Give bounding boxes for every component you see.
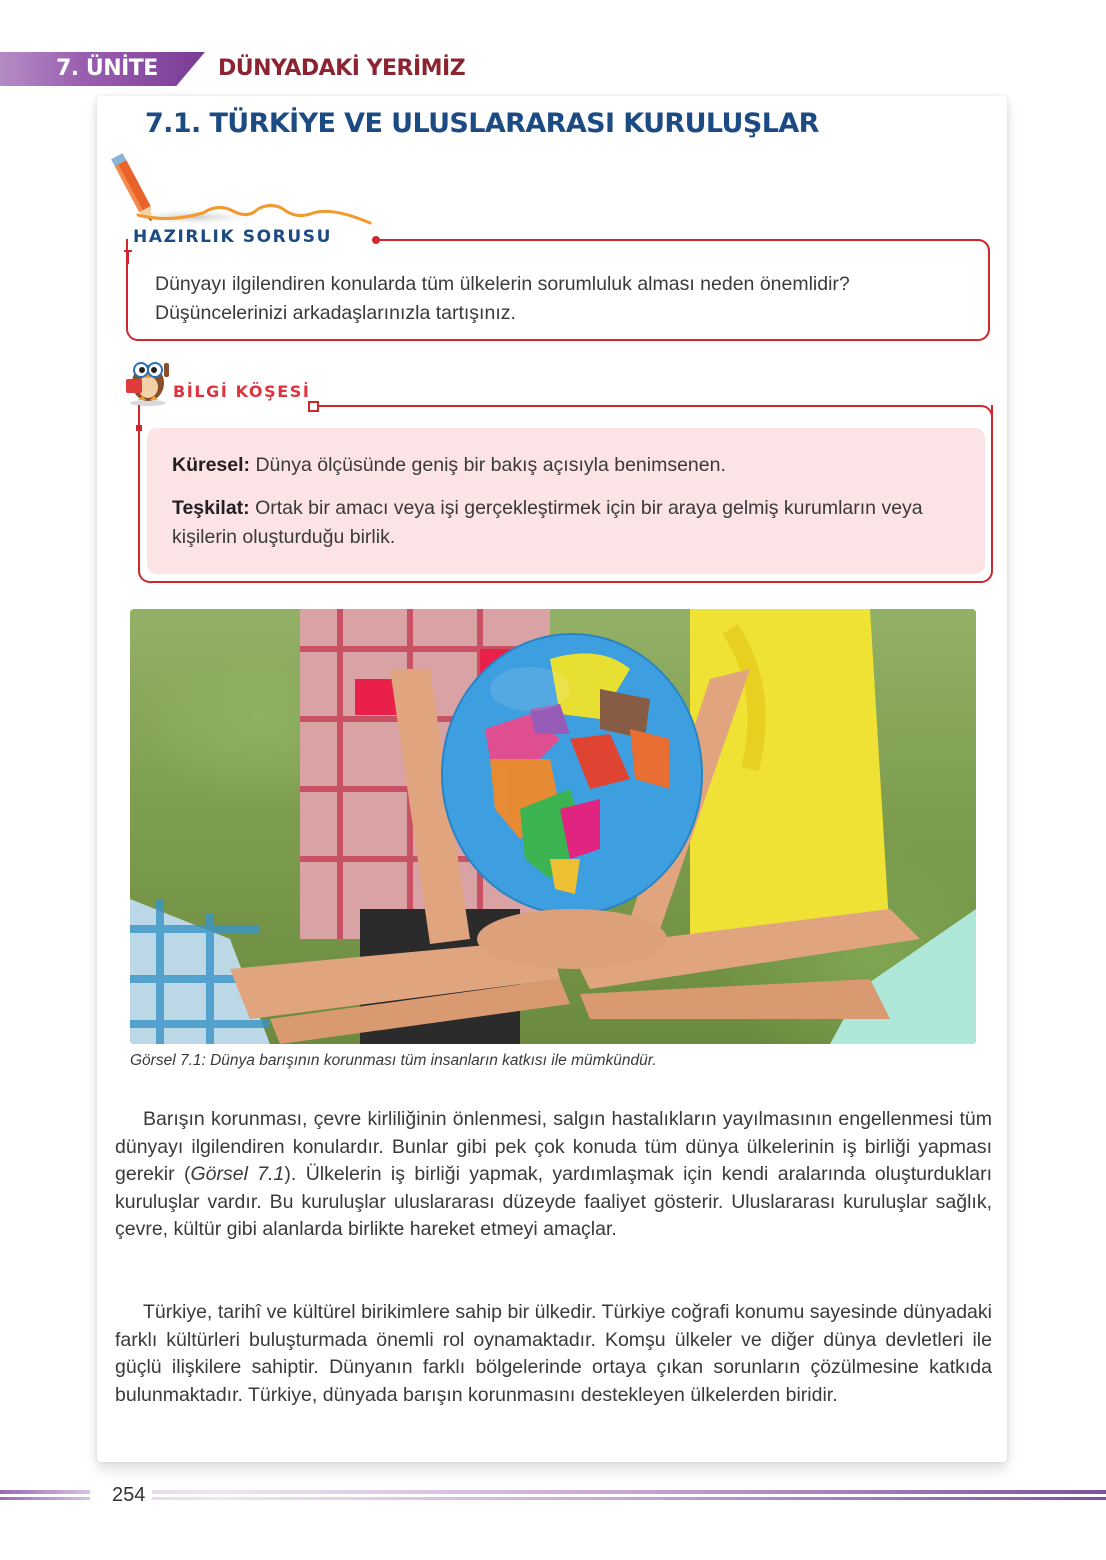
owl-icon [120,353,176,407]
definition-text: Ortak bir amacı veya işi gerçekleştirmek için bir araya gelmiş kurumların veya kişilerin oluşturduğu birlik. [172,497,923,548]
globe-photo-illustration [130,609,976,1044]
pencil-icon [108,145,378,235]
section-title: 7.1. TÜRKİYE VE ULUSLARARASI KURULUŞLAR [145,108,819,139]
definition-kuresel [172,451,972,480]
definition-text: Dünya ölçüsünde geniş bir bakış açısıyla benimsenen. [250,454,726,476]
page-number: 254 [112,1484,146,1506]
footer-bar [0,1490,1106,1494]
paragraph-text: ). Ülkelerin iş birliği yapmak, yardımlaşmak için kendi aralarında oluşturdukları kuruluşlar vardır. Bu kuruluşlar uluslararası düzeyde faaliyet gösterir. Uluslararası kuruluşlar sağlık, çevre, kültür gibi alanlarda birlikte hareket etmeyi amaçlar. [115,1163,992,1240]
box-marker [136,425,142,431]
definition-teskilat [172,494,972,552]
globe-photo [130,609,976,1044]
definition-term: Küresel: [172,454,251,476]
bilgi-kosesi-label: BİLGİ KÖŞESİ [173,382,311,401]
definition-term: Teşkilat: [172,497,250,519]
figure-caption: Görsel 7.1: Dünya barışının korunması tüm insanların katkısı ile mümkündür. [130,1052,657,1069]
unit-title: DÜNYADAKİ YERİMİZ [218,56,466,81]
body-paragraph-2: Türkiye, tarihî ve kültürel birikimlere sahip bir ülkedir. Türkiye coğrafi konumu sayesinde dünyadaki farklı kültürleri buluşturmada önemli rol oynamaktadır. Komşu ülkeler ve diğer dünya devletleri ile güçlü ilişkilere sahiptir. Dünyanın farklı bölgelerinde ortaya çıkan sorunların çözülmesine katkıda bulunmaktadır. Türkiye, dünyada barışın korunmasını destekleyen ülkelerden biridir. [115,1301,992,1406]
hazirlik-question: Dünyayı ilgilendiren konularda tüm ülkelerin sorumluluk alması neden önemlidir? Düşüncelerinizi arkadaşlarınızla tartışınız. [155,273,850,324]
paragraph-text: Barışın korunması, çevre kirliliğinin önlenmesi, salgın hastalıkların yayılmasının engellenmesi tüm dünyayı ilgilendiren konulardır. Bunlar gibi pek çok konuda tüm dünya ülkelerinin iş birliği yapması gerekir ( [115,1108,992,1185]
unit-label: 7. ÜNİTE [56,56,158,81]
body-paragraph-1 [115,1106,992,1244]
footer-bar [0,1497,1106,1500]
box-tick [127,250,129,264]
figure-reference: Görsel 7.1 [190,1163,285,1185]
hazirlik-sorusu-label: HAZIRLIK SORUSU [133,227,333,247]
